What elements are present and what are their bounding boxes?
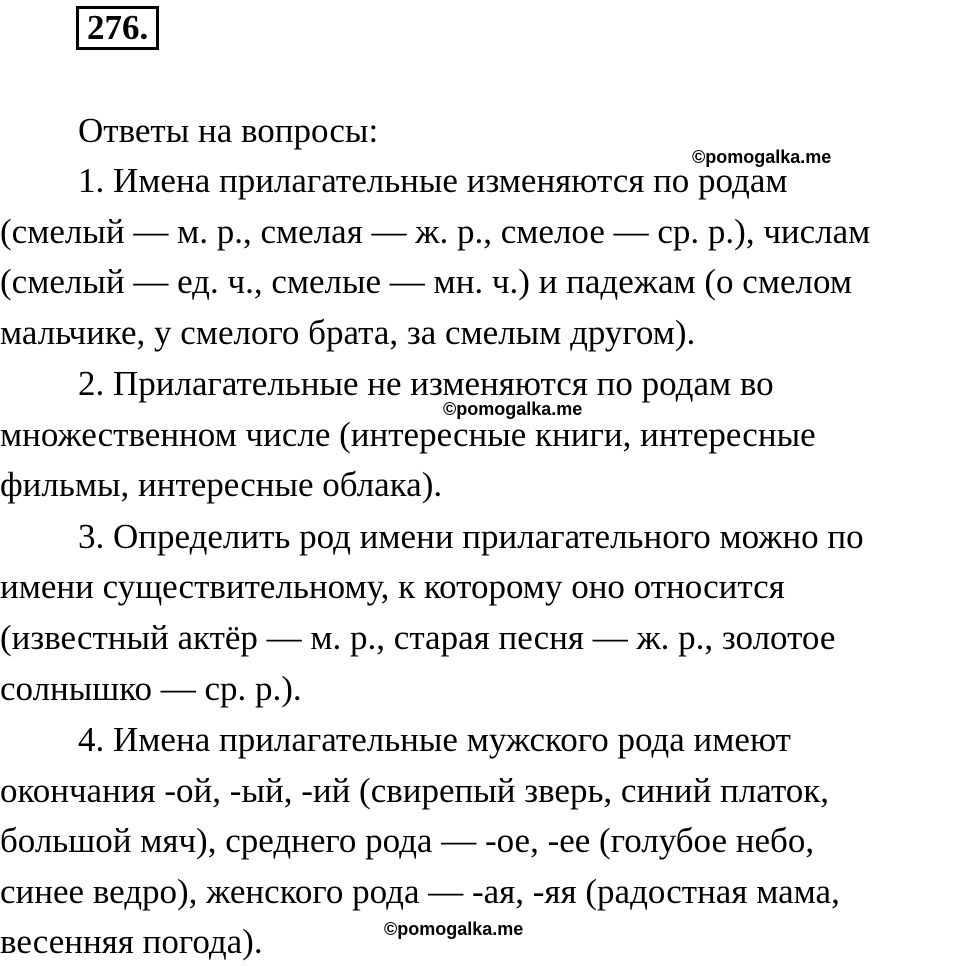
- text-line: фильмы, интересные облака).: [0, 465, 443, 504]
- text-line: (смелый — м. р., смелая — ж. р., смелое — ср. р.), числам: [0, 212, 871, 251]
- watermark: ©pomogalka.me: [443, 399, 583, 419]
- text-line: (смелый — ед. ч., смелые — мн. ч.) и падежам (о смелом: [0, 262, 852, 301]
- heading: Ответы на вопросы:: [78, 111, 379, 150]
- watermark: ©pomogalka.me: [384, 919, 524, 939]
- text-line: 4. Имена прилагательные мужского рода имеют: [78, 720, 791, 759]
- text-line: 1. Имена прилагательные изменяются по родам: [78, 161, 788, 200]
- watermark: ©pomogalka.me: [692, 147, 832, 167]
- text-line: имени существительному, к которому оно относится: [0, 567, 785, 606]
- text-line: (известный актёр — м. р., старая песня — ж. р., золотое: [0, 618, 836, 657]
- text-line: мальчике, у смелого брата, за смелым другом).: [0, 313, 696, 352]
- text-line: 3. Определить род имени прилагательного можно по: [78, 517, 864, 556]
- text-line: синее ведро), женского рода — -ая, -яя (радостная мама,: [0, 872, 840, 911]
- task-number-box: 276.: [76, 6, 159, 50]
- text-line: 2. Прилагательные не изменяются по родам во: [78, 364, 774, 403]
- text-line: окончания -ой, -ый, -ий (свирепый зверь, синий платок,: [0, 771, 830, 810]
- text-line: солнышко — ср. р.).: [0, 669, 302, 708]
- text-line: большой мяч), среднего рода — -ое, -ее (голубое небо,: [0, 821, 815, 860]
- text-line: весенняя погода).: [0, 922, 263, 961]
- text-line: множественном числе (интересные книги, интересные: [0, 415, 816, 454]
